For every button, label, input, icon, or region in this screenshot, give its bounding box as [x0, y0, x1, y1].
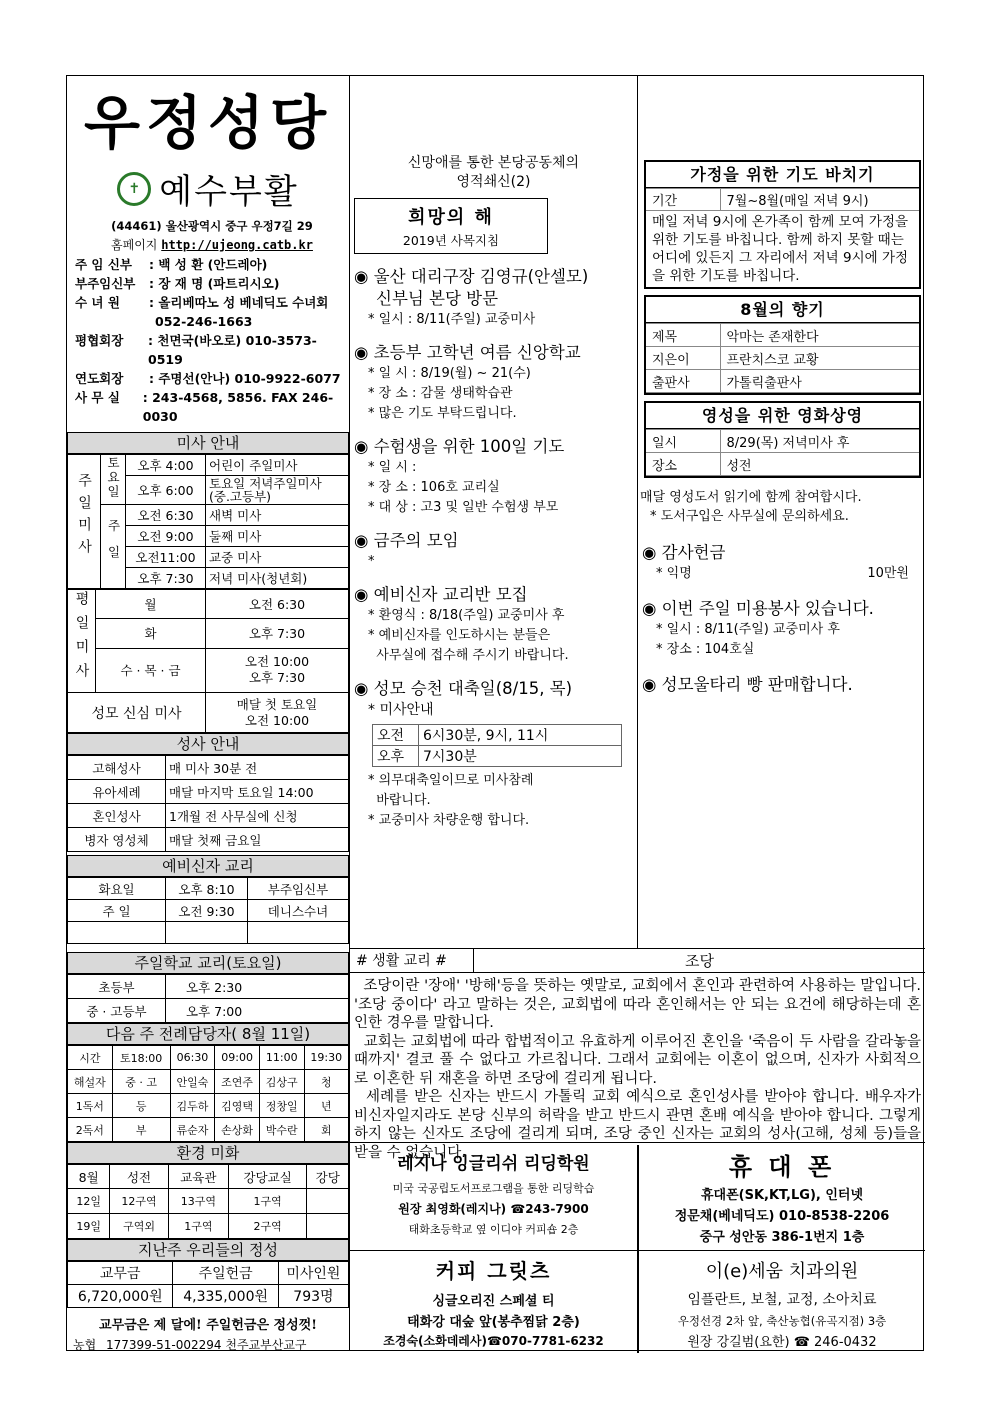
announcement-title: ◉ 초등부 고학년 여름 신앙학교 — [354, 343, 581, 362]
life-doctrine-title: 조당 — [685, 952, 714, 970]
liturgy-cell: 김영택 — [215, 1094, 260, 1118]
staff-info-label — [75, 312, 155, 331]
catechumen-empty-cell — [248, 922, 349, 944]
offering-slogan: 교무금은 제 달에! 주일헌금은 정성껏! — [99, 1318, 317, 1333]
liturgy-cell: 2독서 — [68, 1118, 113, 1142]
bottom-area — [350, 948, 925, 1352]
offering-value-cell: 4,335,000원 — [173, 1285, 278, 1308]
announcement-title: ◉ 예비신자 교리반 모집 — [354, 585, 528, 604]
catechumen-empty-cell — [166, 922, 248, 944]
liturgy-row — [68, 1118, 349, 1142]
sacrament-label: 병자 영성체 — [68, 828, 166, 852]
movie-value: 성전 — [720, 453, 919, 476]
announcement-title: ◉ 수험생을 위한 100일 기도 — [354, 437, 565, 456]
ad4-line3: 원장 강길범(요한) ☎ 246-0432 — [687, 1335, 877, 1350]
assumption-pm-value: 7시30분 — [419, 746, 622, 767]
env-table — [67, 1164, 349, 1239]
staff-info-value: 052-246-1663 — [155, 314, 253, 329]
liturgy-header-cell: 19:30 — [304, 1046, 348, 1070]
liturgy-header-row — [68, 1046, 349, 1070]
parish-info — [67, 217, 349, 426]
staff-info-row — [75, 293, 349, 312]
vision-line-2: 영적쇄신(2) — [456, 174, 531, 190]
liturgy-cell: 조연주 — [215, 1070, 260, 1094]
announcement-detail: * 많은 기도 부탁드립니다. — [368, 406, 517, 421]
offering-values-row — [68, 1285, 349, 1308]
catechumen-empty-row — [68, 922, 349, 944]
env-header-cell: 성전 — [110, 1165, 169, 1189]
staff-info-label: 연도회장 — [75, 371, 124, 386]
staff-info-row — [75, 331, 349, 369]
thanks-amount: 10만원 — [867, 566, 909, 581]
movie-row — [646, 453, 919, 476]
movie-table — [646, 429, 919, 476]
env-cell: 1구역 — [228, 1189, 307, 1214]
sunday-school-table — [67, 974, 349, 1023]
life-doctrine-text — [350, 973, 925, 1166]
catechumen-empty-cell — [68, 922, 166, 944]
sunday-school-value: 오후 2:30 — [166, 975, 349, 999]
weekday-wtf-time: 오전 10:00 오후 7:30 — [206, 648, 349, 693]
sat-time-1: 오후 4:00 — [126, 455, 206, 476]
sat-desc-2: 토요일 저녁주일미사 (중.고등부) — [206, 476, 349, 505]
reading-sub: * 도서구입은 사무실에 문의하세요. — [650, 509, 849, 524]
staff-info-row — [75, 388, 349, 426]
staff-info-value: : 243-4568, 5856. FAX 246-0030 — [142, 390, 334, 424]
ad2-line3: 중구 성안동 386-1번지 1층 — [699, 1230, 865, 1245]
announcement-detail: 사무실에 접수해 주시기 바랍니다. — [368, 648, 569, 663]
staff-info-value: : 주명선(안나) 010-9922-6077 — [149, 371, 341, 386]
staff-info-label: 사 무 실 — [75, 390, 120, 405]
liturgy-cell: 회 — [304, 1118, 348, 1142]
ad-coffee — [350, 1251, 638, 1353]
book-value: 가톨릭출판사 — [720, 370, 919, 393]
mary-mass-value: 매달 첫 토요일 오전 10:00 — [206, 693, 349, 733]
mary-mass-label: 성모 신심 미사 — [68, 693, 206, 733]
announcement-item — [354, 584, 637, 666]
liturgy-row — [68, 1070, 349, 1094]
book-heading: 8월의 향기 — [646, 297, 919, 323]
sunday-school-row — [68, 975, 349, 999]
bank-account: 177399-51-002294 천주교부산교구 — [106, 1338, 307, 1352]
sun-time-1: 오전 6:30 — [126, 505, 206, 526]
liturgy-cell: 손상화 — [215, 1118, 260, 1142]
movie-label: 장소 — [646, 453, 720, 476]
sacrament-value: 매달 첫째 금요일 — [166, 828, 349, 852]
liturgy-table — [67, 1045, 349, 1142]
bread-title: ◉ 성모울타리 빵 판매합니다. — [642, 675, 853, 694]
movie-label: 일시 — [646, 430, 720, 453]
middle-column — [350, 76, 638, 948]
book-row — [646, 324, 919, 347]
catechumen-day: 주 일 — [68, 900, 166, 922]
book-label: 제목 — [646, 324, 720, 347]
liturgy-cell: 류순자 — [170, 1118, 215, 1142]
announcement-detail: * — [368, 554, 375, 569]
sat-desc-1: 어린이 주일미사 — [206, 455, 349, 476]
bulletin-page — [66, 75, 924, 1351]
offering-value-cell: 6,720,000원 — [68, 1285, 173, 1308]
liturgy-cell: 박수란 — [259, 1118, 304, 1142]
announcement-item — [354, 436, 637, 518]
ad3-line3: 조경숙(소화데레사)☎070-7781-6232 — [383, 1334, 604, 1348]
sun-desc-3: 교중 미사 — [206, 547, 349, 568]
book-table — [646, 323, 919, 393]
weekday-mass-label: 평일미사 — [68, 590, 96, 693]
assumption-item — [354, 678, 637, 831]
sun-time-2: 오전 9:00 — [126, 526, 206, 547]
sacrament-heading: 성사 안내 — [67, 733, 349, 755]
prayer-period-label: 기간 — [646, 189, 720, 211]
weekday-tue: 화 — [96, 619, 206, 648]
staff-info-label: 평협회장 — [75, 333, 124, 348]
weekday-mass-table — [67, 589, 349, 733]
sunday-label: 주일 — [101, 505, 126, 589]
ad3-title: 커피 그릿츠 — [435, 1259, 552, 1283]
staff-info-list — [75, 255, 349, 426]
thanks-name: * 익명 — [656, 566, 692, 581]
staff-info-row — [75, 312, 349, 331]
offering-table — [67, 1261, 349, 1308]
announcement-detail: * 환영식 : 8/18(주일) 교중미사 후 — [368, 608, 565, 623]
staff-info-row — [75, 369, 349, 388]
movie-value: 8/29(목) 저녁미사 후 — [720, 430, 919, 453]
sat-time-2: 오후 6:00 — [126, 476, 206, 505]
catechumen-time: 오후 8:10 — [166, 878, 248, 900]
liturgy-row — [68, 1094, 349, 1118]
liturgy-header-cell: 09:00 — [215, 1046, 260, 1070]
sun-desc-2: 둘째 미사 — [206, 526, 349, 547]
assumption-mass-table — [372, 724, 622, 767]
weekday-tue-time: 오후 7:30 — [206, 619, 349, 648]
liturgy-heading: 다음 주 전례담당자( 8월 11일) — [67, 1023, 349, 1045]
ad-phone-shop — [638, 1145, 925, 1251]
book-box — [644, 295, 921, 395]
env-cell — [307, 1214, 349, 1239]
assumption-note: 바랍니다. — [368, 793, 431, 808]
catechumen-teacher: 부주임신부 — [248, 878, 349, 900]
env-row — [68, 1214, 349, 1239]
liturgy-cell: 부 — [112, 1118, 170, 1142]
assumption-note: * 교중미사 차량운행 합니다. — [368, 813, 530, 828]
address: (44461) 울산광역시 중구 우정7길 29 — [111, 219, 313, 233]
assumption-am-label: 오전 — [373, 725, 419, 746]
ad3-line2: 태화강 대숲 앞(봉추찜닭 2층) — [407, 1315, 580, 1330]
env-header-row — [68, 1165, 349, 1189]
ad-dental — [638, 1251, 925, 1353]
book-label: 지은이 — [646, 347, 720, 370]
book-row — [646, 347, 919, 370]
homepage-row — [75, 236, 349, 255]
hair-sub-2: * 장소 : 104호실 — [656, 642, 755, 657]
sunday-school-label: 초등부 — [68, 975, 166, 999]
staff-info-label: 주 임 신부 — [75, 257, 133, 272]
env-cell: 2구역 — [228, 1214, 307, 1239]
vision-line-1: 신망애를 통한 본당공동체의 — [407, 155, 580, 171]
staff-info-row — [75, 274, 349, 293]
assumption-pm-label: 오후 — [373, 746, 419, 767]
movie-row — [646, 430, 919, 453]
sacrament-row — [68, 804, 349, 828]
env-cell: 13구역 — [168, 1189, 228, 1214]
catechumen-row — [68, 878, 349, 900]
life-doctrine-paragraph: 세례를 받은 신자는 반드시 가톨릭 교회 예식으로 혼인성사를 받아야 합니다. 배우자가 비신자일지라도 본당 신부의 허락을 받고 반드시 관면 혼배 예식을 받아야 합니다. 그렇게 하지 않는 신자도 조당에 걸리게 되며, 조당 중인 신자는 교회의 성사(고해, 성체 등)들을 받을 수 없습니다. — [354, 1089, 926, 1161]
thanks-title: ◉ 감사헌금 — [642, 543, 726, 562]
staff-info-label: 수 녀 원 — [75, 295, 120, 310]
liturgy-cell: 등 — [112, 1094, 170, 1118]
assumption-note: * 의무대축일이므로 미사참례 — [368, 773, 534, 788]
left-column — [67, 76, 350, 1350]
sunday-school-heading: 주일학교 교리(토요일) — [67, 952, 349, 974]
sun-desc-1: 새벽 미사 — [206, 505, 349, 526]
announcement-list — [350, 266, 637, 666]
liturgy-header-cell: 06:30 — [170, 1046, 215, 1070]
sacrament-label: 고해성사 — [68, 756, 166, 780]
thanks-item — [642, 542, 925, 584]
announcement-item — [354, 342, 637, 424]
announcement-detail: * 일 시 : 8/19(월) ~ 21(수) — [368, 366, 531, 381]
reading-note: 매달 영성도서 읽기에 함께 참여합시다. — [640, 490, 862, 505]
bank-row — [67, 1336, 349, 1353]
ad1-title: 레지나 잉글리쉬 리딩학원 — [397, 1154, 590, 1174]
staff-info-label: 부주임신부 — [75, 276, 136, 291]
env-cell: 19일 — [68, 1214, 110, 1239]
sacrament-label: 유아세례 — [68, 780, 166, 804]
sun-time-4: 오후 7:30 — [126, 568, 206, 589]
life-doctrine-paragraph: 조당이란 '장애' '방해'등을 뜻하는 옛말로, 교회에서 혼인과 관련하여 사용하는 말입니다. '조당 중이다' 라고 말하는 것은, 교회법에 따라 혼인해서는 안 되는 요건에 해당하는데 혼인한 경우를 말합니다. — [354, 978, 926, 1031]
announcement-detail: * 일시 : 8/11(주일) 교중미사 — [368, 312, 536, 327]
prayer-heading: 가정을 위한 기도 바치기 — [646, 162, 919, 188]
env-header-cell: 강당 — [307, 1165, 349, 1189]
announcement-item — [354, 266, 637, 330]
prayer-box — [644, 160, 921, 289]
sacrament-value: 매 미사 30분 전 — [166, 756, 349, 780]
ad4-title: 이(e)세움 치과의원 — [705, 1261, 859, 1282]
ad-reading-academy — [350, 1145, 638, 1251]
catechumen-teacher: 데니스수녀 — [248, 900, 349, 922]
offering-heading: 지난주 우리들의 정성 — [67, 1239, 349, 1261]
sacrament-row — [68, 828, 349, 852]
sunday-school-value: 오후 7:00 — [166, 999, 349, 1023]
hair-item — [642, 598, 925, 660]
movie-heading: 영성을 위한 영화상영 — [646, 403, 919, 429]
ad1-line1: 미국 국공립도서프로그램을 통한 리딩학습 — [392, 1182, 595, 1195]
ad4-line1: 임플란트, 보철, 교정, 소아치료 — [687, 1292, 877, 1308]
liturgy-cell: 김두하 — [170, 1094, 215, 1118]
book-row — [646, 370, 919, 393]
vision-statement — [350, 154, 637, 192]
saturday-label: 토요일 — [101, 455, 126, 505]
life-doctrine-header — [350, 949, 925, 973]
announcement-title: ◉ 울산 대리구장 김영규(안셀모) — [354, 267, 589, 286]
env-cell — [307, 1189, 349, 1214]
liturgy-cell: 청 — [304, 1070, 348, 1094]
sacrament-label: 혼인성사 — [68, 804, 166, 828]
env-cell: 구역외 — [110, 1214, 169, 1239]
ad4-line2: 우정선경 2차 앞, 축산농협(유곡지점) 3층 — [677, 1314, 887, 1328]
ad2-line1: 휴대폰(SK,KT,LG), 인터넷 — [700, 1188, 864, 1203]
prayer-period: 7월~8월(매일 저녁 9시) — [720, 189, 919, 211]
ad2-title: 휴 대 폰 — [728, 1152, 836, 1181]
env-cell: 1구역 — [168, 1214, 228, 1239]
life-doctrine-label: # 생활 교리 # — [350, 949, 474, 972]
announcement-detail: * 장 소 : 106호 교리실 — [368, 480, 500, 495]
liturgy-header-cell: 시간 — [68, 1046, 113, 1070]
sunday-school-row — [68, 999, 349, 1023]
assumption-title: ◉ 성모 승천 대축일(8/15, 목) — [354, 679, 573, 698]
liturgy-header-cell: 11:00 — [259, 1046, 304, 1070]
sunday-mass-label: 주일미사 — [68, 455, 101, 589]
catechumen-row — [68, 900, 349, 922]
hair-title: ◉ 이번 주일 미용봉사 있습니다. — [642, 599, 874, 618]
catechumen-table — [67, 877, 349, 944]
staff-info-value: : 천면국(바오로) 010-3573-0519 — [148, 333, 317, 367]
offering-value-cell: 793명 — [278, 1285, 348, 1308]
env-heading: 환경 미화 — [67, 1142, 349, 1164]
env-header-cell: 강당교실 — [228, 1165, 307, 1189]
liturgy-cell: 김상구 — [259, 1070, 304, 1094]
catechumen-day: 화요일 — [68, 878, 166, 900]
assumption-notes — [354, 771, 637, 831]
offering-header-row — [68, 1262, 349, 1285]
assumption-am-value: 6시30분, 9시, 11시 — [419, 725, 622, 746]
announcement-detail: * 대 상 : 고3 및 일반 수험생 부모 — [368, 500, 559, 515]
sun-time-3: 오전11:00 — [126, 547, 206, 568]
sacrament-value: 매달 마지막 토요일 14:00 — [166, 780, 349, 804]
ad3-line1: 싱글오리진 스페셜 티 — [432, 1294, 555, 1309]
announcement-detail: * 장 소 : 감물 생태학습관 — [368, 386, 513, 401]
homepage-label: 홈페이지 — [111, 238, 158, 252]
liturgy-cell: 중 · 고 — [112, 1070, 170, 1094]
liturgy-cell: 해설자 — [68, 1070, 113, 1094]
sacrament-table — [67, 755, 349, 852]
assumption-sub: * 미사안내 — [368, 702, 434, 718]
catechumen-heading: 예비신자 교리 — [67, 855, 349, 877]
sun-desc-4: 저녁 미사(청년회) — [206, 568, 349, 589]
env-cell: 12구역 — [110, 1189, 169, 1214]
offering-header-cell: 미사인원 — [278, 1262, 348, 1285]
resurrection-subtitle: 예수부활 — [159, 172, 299, 212]
parish-logo-icon: ✝ — [117, 172, 151, 206]
homepage-link[interactable]: http://ujeong.catb.kr — [161, 238, 313, 252]
sacrament-row — [68, 756, 349, 780]
liturgy-cell: 정창일 — [259, 1094, 304, 1118]
staff-info-value: : 올리베따노 성 베네딕도 수녀회 — [149, 295, 329, 310]
weekday-mon-time: 오전 6:30 — [206, 590, 349, 619]
announcement-detail: * 예비신자를 인도하시는 분들은 — [368, 628, 551, 643]
staff-info-row — [75, 255, 349, 274]
liturgy-cell: 1독서 — [68, 1094, 113, 1118]
life-doctrine-section — [350, 949, 926, 1161]
staff-info-value: : 백 성 환 (안드레아) — [149, 257, 268, 272]
sacrament-value: 1개월 전 사무실에 신청 — [166, 804, 349, 828]
prayer-period-table — [646, 188, 919, 211]
env-header-cell: 8월 — [68, 1165, 110, 1189]
logo-row — [67, 164, 349, 213]
ad1-line3: 태화초등학교 옆 이디야 커피숍 2층 — [408, 1223, 579, 1236]
bank-label: 농협 — [73, 1338, 97, 1352]
theme-box — [354, 198, 548, 254]
life-doctrine-paragraph: 교회는 교회법에 따라 합법적이고 유효하게 이루어진 혼인을 '죽음이 두 사람을 갈라놓을 때까지' 결코 풀 수 없다고 가르칩니다. 그래서 교회에는 이혼이 없으며, 신자가 사회적으로 이혼한 뒤 재혼을 하면 조당에 걸리게 됩니다. — [354, 1033, 926, 1087]
env-row — [68, 1189, 349, 1214]
book-value: 프란치스코 교황 — [720, 347, 919, 370]
offering-header-cell: 주일헌금 — [173, 1262, 278, 1285]
weekday-wtf: 수 · 목 · 금 — [96, 648, 206, 693]
env-header-cell: 교육관 — [168, 1165, 228, 1189]
offering-header-cell: 교무금 — [68, 1262, 173, 1285]
weekday-mon: 월 — [96, 590, 206, 619]
prayer-text: 매일 저녁 9시에 온가족이 함께 모여 가정을 위한 기도를 바칩니다. 함께 하지 못할 때는 어디에 있든지 그 자리에서 저녁 9시에 가정을 위한 기도를 바칩니다. — [652, 214, 909, 284]
announcement-title-2: 신부님 본당 방문 — [376, 289, 499, 308]
right-column — [638, 76, 925, 948]
movie-box — [644, 401, 921, 478]
liturgy-cell: 년 — [304, 1094, 348, 1118]
hair-sub-1: * 일시 : 8/11(주일) 교중미사 후 — [656, 622, 840, 637]
liturgy-header-cell: 토18:00 — [112, 1046, 170, 1070]
liturgy-cell: 안일숙 — [170, 1070, 215, 1094]
mass-table — [67, 454, 349, 589]
thanks-row — [642, 564, 925, 584]
announcement-title: ◉ 금주의 모임 — [354, 531, 459, 550]
book-value: 악마는 존재한다 — [720, 324, 919, 347]
announcement-item — [354, 530, 637, 572]
theme-subtitle: 2019년 사목지침 — [402, 233, 500, 248]
ad1-line2: 원장 최영화(레지나) ☎243-7900 — [398, 1202, 589, 1216]
bread-item — [642, 674, 925, 696]
catechumen-time: 오전 9:30 — [166, 900, 248, 922]
announcement-detail: * 일 시 : — [368, 460, 417, 475]
sunday-school-label: 중 · 고등부 — [68, 999, 166, 1023]
parish-title: 우정성당 — [83, 89, 333, 157]
env-cell: 12일 — [68, 1189, 110, 1214]
theme-title: 희망의 해 — [408, 207, 494, 228]
book-label: 출판사 — [646, 370, 720, 393]
sacrament-row — [68, 780, 349, 804]
mass-heading: 미사 안내 — [67, 432, 349, 454]
ad2-line2: 정문채(베네딕도) 010-8538-2206 — [674, 1209, 890, 1224]
staff-info-value: : 장 재 명 (파트리시오) — [149, 276, 280, 291]
